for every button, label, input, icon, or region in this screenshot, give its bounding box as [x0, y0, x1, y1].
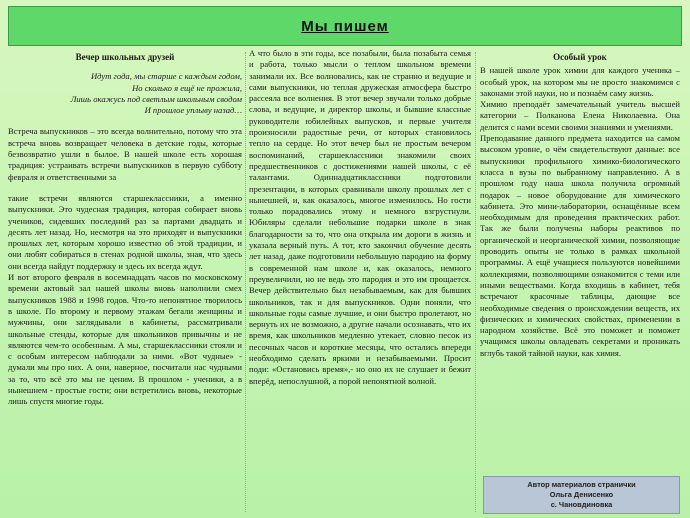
- author-name: Ольга Денисенко: [549, 490, 614, 499]
- paragraph: Преподавание данного предмета находится на самом высоком уровне, о чём свидетельствуют данные: все выпускники профильного химико-биологического класса в вузы по выбранному направлению. А в прошлом году наша школа получила огромный подарок – новое оборудование для химического кабинета. Это мини-лаборатории, оснащённые всем необходимым для проведения практических работ. Так же были получены наборы реактивов по органической и неорганической химии, позволяющие проводить опыты не только в рамках школьной программы. А ещё учащиеся пользуются новейшими коллекциями, позволяющими ознакомится с теми или иными веществами. Когда входишь в кабинет, тебя встречают красочные таблицы, дающие все необходимые сведения о происхождении веществ, их физических и химических свойствах, применении в народном хозяйстве. Всё это поможет и поможет учащимся школы овладевать секретами и проникать вглубь такой тайной науки, как химия.: [480, 133, 680, 358]
- poem-line: Лишь окажусь под светлым школьным сводом: [70, 93, 242, 104]
- poem-line: И прошлое уплыву назад…: [144, 105, 242, 116]
- paragraph: Химию преподаёт замечательный учитель высшей категории – Полканова Елена Николаевна. Она делится с нами всеми своими знаниями и умениями.: [480, 99, 680, 132]
- paragraph: И вот второго февраля в восемнадцать часов по московскому времени актовый зал нашей школы вновь наполнили смех выпускников 1988 и 1998 годов. Что-то непонятное творилось в школе. По второму и первому этажам бегали женщины и мужчины, они заглядывали в кабинеты, рассматривали школьные стенды, которые для школьников привычны и не являются чем-то особенным. А мы, старшеклассники стояли и с особым интересом наблюдали за ними. «Вот чудные» - думали мы про них. А они, наверное, посчитали нас чудными за то, что всё это мы не ценим. В прошлом - ученики, а в нынешнем - простые гости; они встретились вновь, некоторые лишь спустя многие годы.: [8, 272, 242, 407]
- paragraph: Встреча выпускников – это всегда волнительно, потому что эта встреча вновь возвращает человека в детские годы, которые безвозвратно ушли в былое. В нашей школе есть хорошая традиция: устраивать встречи выпускников в первую субботу февраля и ответственными за: [8, 126, 242, 182]
- paragraph: такие встречи являются старшеклассники, а именно выпускники. Это чудесная традиция, которая собирает вновь учеников, сидевших последний раз за партами двадцать и десять лет назад. Но, несмотря на это приходят и выпускники прошлых лет, которым хорошо известно об этой традиции, и они любят собираться в стенах родной школы, зная, что здесь они всегда найдут поддержку и здесь их всегда ждут.: [8, 192, 242, 271]
- paragraph: В нашей школе урок химии для каждого ученика – особый урок, на котором мы не просто знакомимся с законами этой науки, но и познаём саму жизнь.: [480, 65, 680, 98]
- poem-line: Идут года, мы старше с каждым годом,: [90, 71, 242, 82]
- paragraph: А что было в эти годы, все позабыли, была позабыта семья и работа, только мысли о теплом школьном времени занимали их. Все волновались, как не странно и ведущие и сами выпускники, но теплая дружеская атмосфера быстро рассеяла все волнения. В этот вечер звучали только добрые слова, и ведущие, и директор школы, и бывшие классные руководители юбилейных выпусков, и первые учителя произносили радостные речи, от которых становилось тепло на сердце. Но этот вечер был не простым вечером воспоминаний, старшеклассники знакомили своих предшественников с достижениями нашей школы, с её талантами. Одиннадцатиклассники подготовили презентации, в которых сравнивали школу прошлых лет с нынешней, и, как оказалось, многое изменилось. Но гости только порадовались этому и немного взгрустнули. Юбиляры сделали небольшие подарки школе в знак благодарности за то, что она открыла им дороги в жизнь и указала верный путь. А тот, кто закончил обучение десять лет назад, даже подготовили небольшую пародию на форму в современной нам школе и, как оказалось, немного преувеличили, но не ведь это пародия и это им прощается. Вечер действительно был незабываемым, как для бывших школьников, так и для выпускников. Одни поняли, что школьные годы самые лучшие, и они быстро пролетают, но вернуть их не возможно, а другие начали осознавать, что их время, как школьников медленно утекает, словно песок из песочных часов и короткие месяцы, что остались впереди необходимо сделать яркими и незабываемыми. Просит поди: «Остановись время»,- но оно их не слушает и бежит вперёд, непослушной, а порой непонятной волной.: [249, 48, 471, 386]
- article-title: Особый урок: [553, 52, 607, 62]
- column-2: [249, 48, 471, 387]
- page-header: [8, 6, 682, 46]
- column-divider-2: [475, 52, 476, 512]
- poem-title: Вечер школьных друзей: [75, 52, 175, 62]
- column-divider-1: [245, 52, 246, 512]
- poem: [8, 71, 242, 116]
- poem-line: Но сколько я ещё не прожила,: [132, 82, 242, 93]
- column-1: [8, 48, 242, 408]
- page-title: Мы пишем: [301, 17, 389, 35]
- author-credit-line: Автор материалов странички: [527, 480, 636, 489]
- author-location: с. Чановдиновка: [550, 500, 613, 509]
- column-3: [480, 48, 680, 359]
- author-credit-box: [483, 476, 680, 514]
